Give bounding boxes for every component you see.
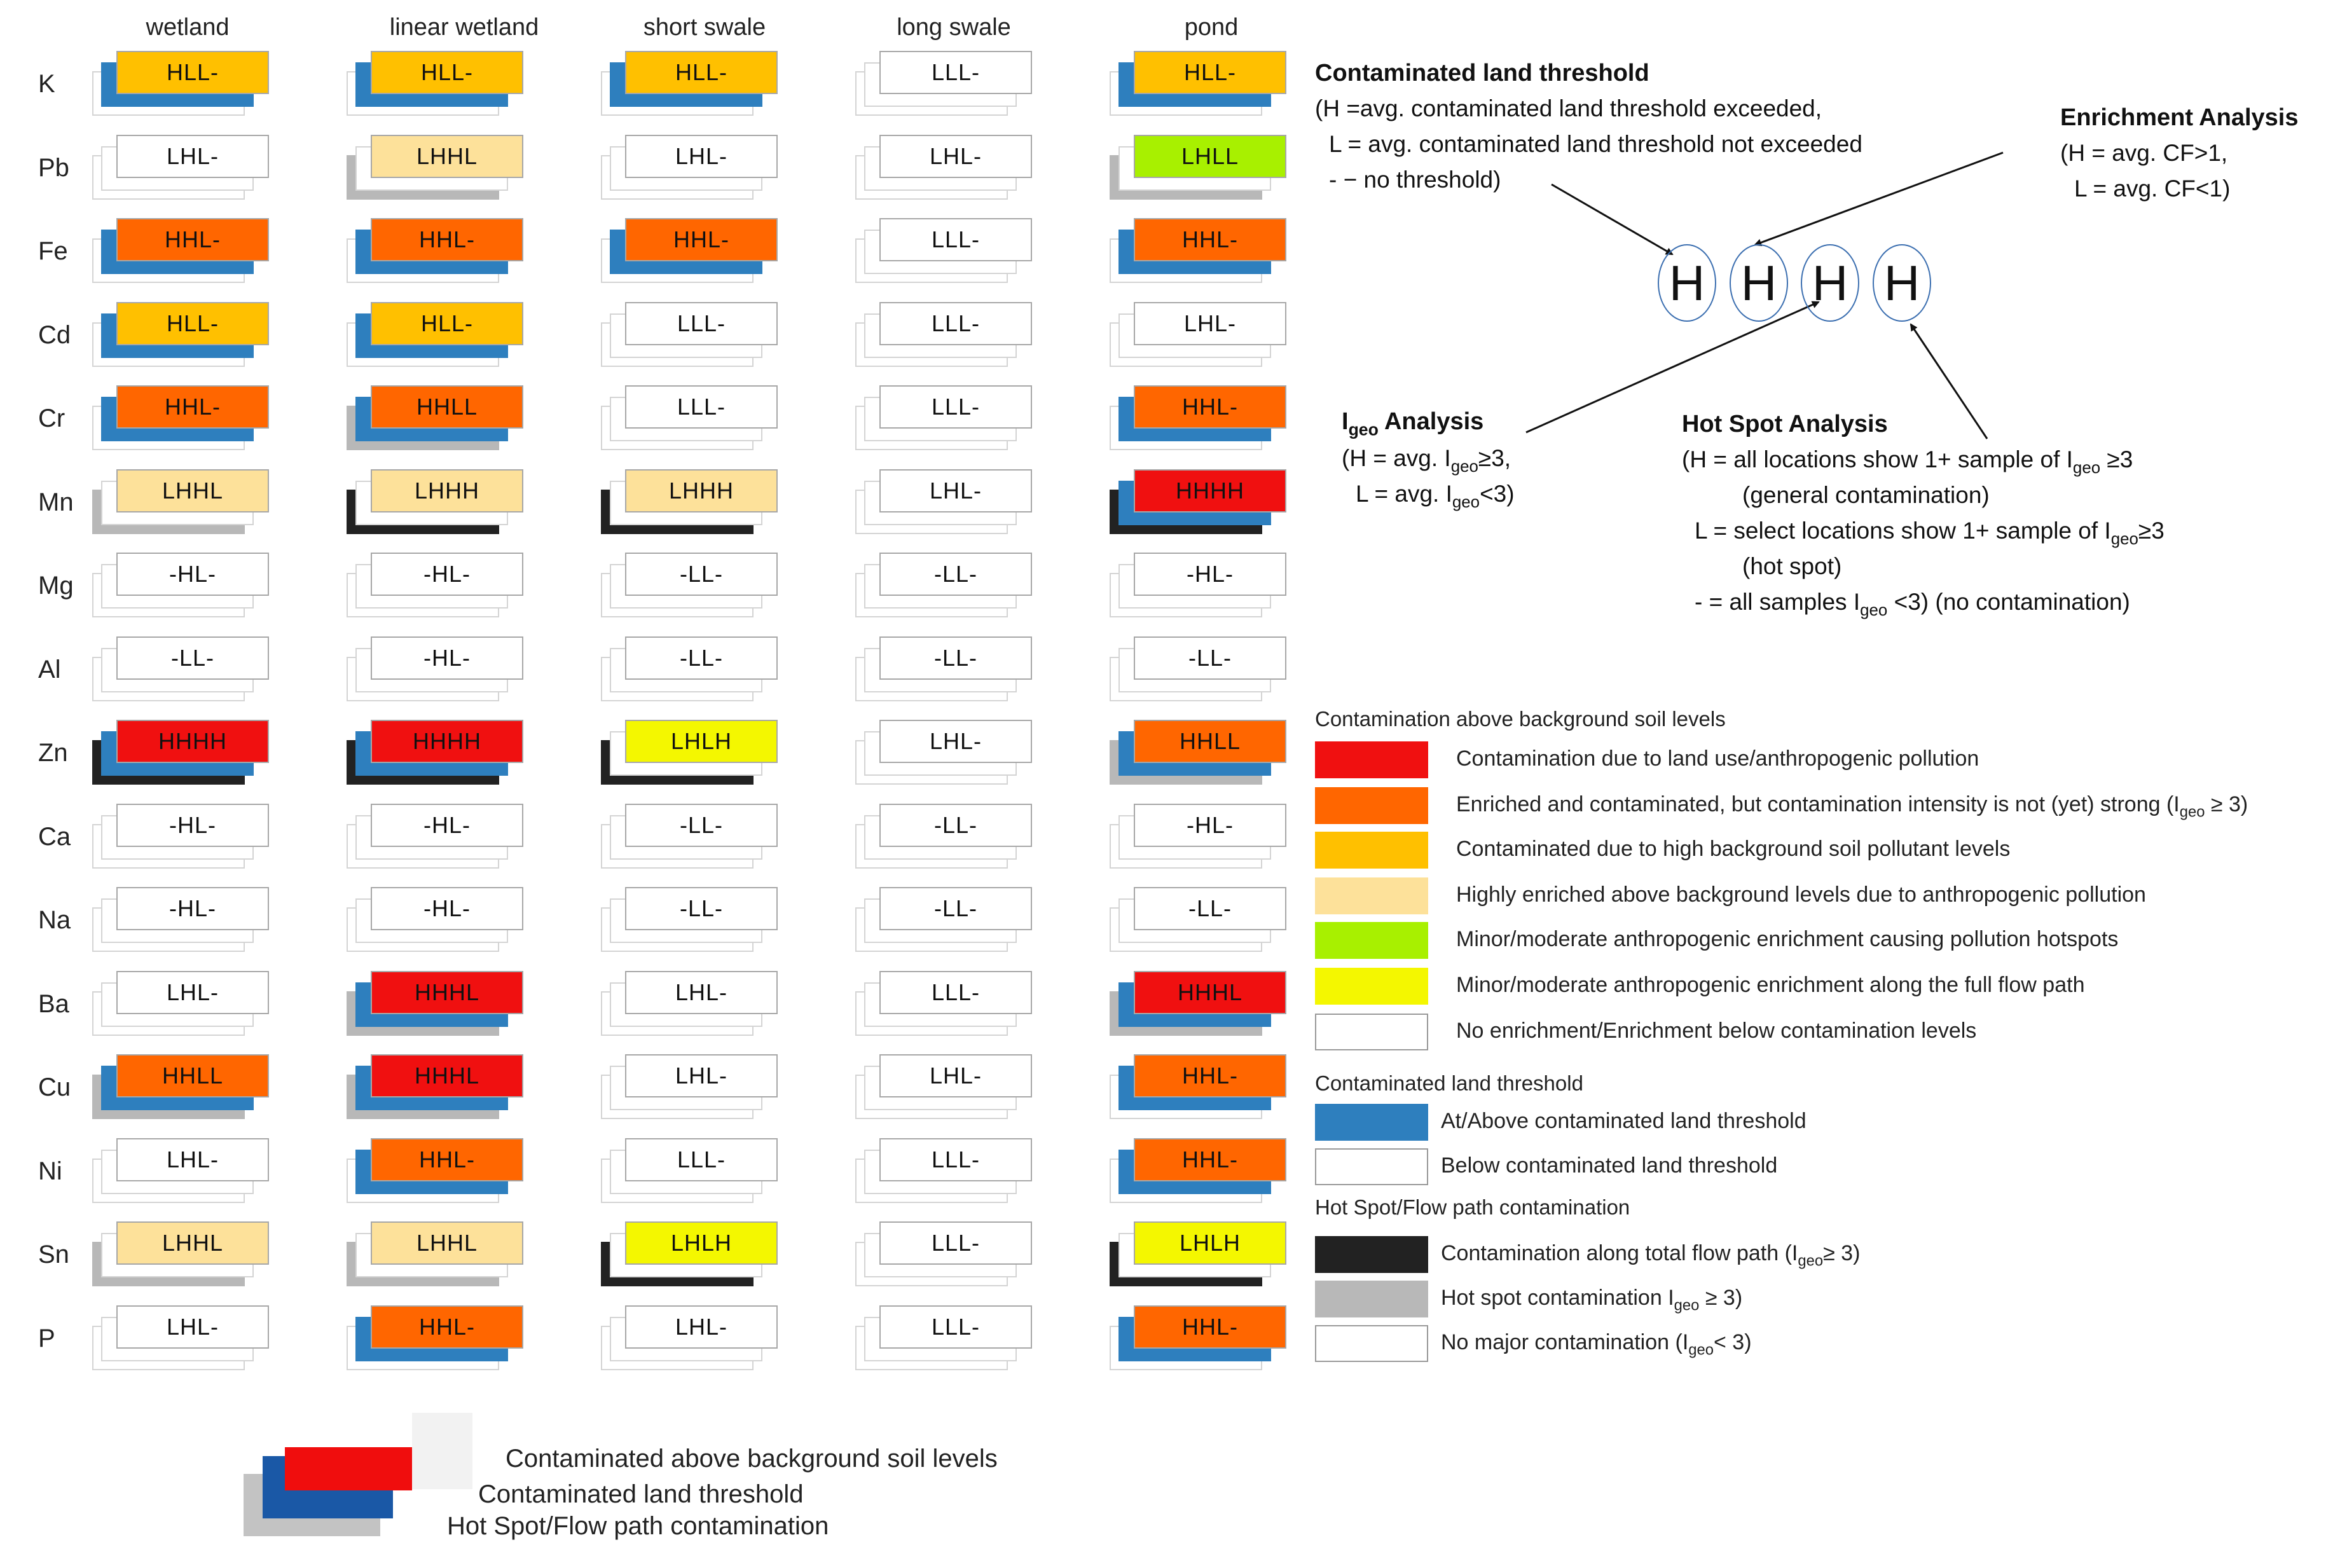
cell-code: HHHH [1134, 469, 1286, 512]
cell-code: HHHL [371, 1054, 523, 1097]
legend-heading: Hot Spot/Flow path contamination [1315, 1195, 1630, 1219]
cell-code: LHLH [1134, 1221, 1286, 1265]
cell-code: LHHL [116, 1221, 269, 1265]
cell-code: HHL- [1134, 385, 1286, 429]
cell-code: -LL- [1134, 636, 1286, 680]
igeo-l-text: L = avg. $I_{geo}<3$) [1356, 481, 1515, 512]
arrow-clt [1552, 184, 1672, 254]
row-label: K [38, 70, 55, 98]
cell-code: -HL- [1134, 804, 1286, 847]
legend-label: Below contaminated land threshold [1441, 1153, 1778, 1178]
row-label: Cu [38, 1073, 71, 1101]
cell-code: LLL- [879, 1305, 1032, 1349]
cell-code: HHL- [371, 1305, 523, 1349]
key-label-hotspot: Hot Spot/Flow path contamination [447, 1512, 829, 1540]
key-shadow [412, 1413, 472, 1489]
cell-code: -LL- [879, 553, 1032, 596]
cell-code: LLL- [879, 218, 1032, 261]
legend-swatch [1315, 787, 1428, 824]
cell-code: LHHL [116, 469, 269, 512]
clt-title: Contaminated land threshold [1315, 60, 1649, 86]
cell-code: HLL- [625, 51, 778, 94]
cell-code: LHL- [116, 135, 269, 178]
cell-code: HHL- [371, 218, 523, 261]
row-label: Ba [38, 989, 69, 1018]
cell-code: HHL- [116, 385, 269, 429]
cell-code: -LL- [625, 553, 778, 596]
bubble-igeo: H [1801, 244, 1859, 322]
row-label: Ca [38, 822, 71, 851]
cell-code: -HL- [1134, 553, 1286, 596]
legend-label: Hot spot contamination $I_{geo} \ge 3$) [1441, 1286, 1743, 1314]
cell-code: HHL- [1134, 218, 1286, 261]
cell-code: HHL- [1134, 1305, 1286, 1349]
legend-swatch [1315, 1148, 1428, 1185]
cell-code: -HL- [371, 553, 523, 596]
row-label: Cr [38, 404, 65, 432]
cell-code: HHHL [371, 971, 523, 1014]
row-label: Mn [38, 488, 74, 516]
column-header-wetland: wetland [146, 14, 230, 41]
hotspot-h-text: (H = all locations show 1+ sample of $I_{geo} \ge 3$ [1682, 446, 2133, 478]
clt-l-text: L = avg. contaminated land threshold not exceeded [1329, 131, 1862, 157]
cell-code: HHL- [371, 1138, 523, 1181]
cell-code: HLL- [371, 302, 523, 345]
row-label: Pb [38, 153, 69, 182]
cell-code: HHHH [371, 720, 523, 763]
row-label: Mg [38, 572, 74, 600]
arrow-enrichment [1755, 153, 2003, 245]
cell-code: HLL- [1134, 51, 1286, 94]
cell-code: LHL- [625, 1054, 778, 1097]
cell-code: HLL- [116, 302, 269, 345]
cell-code: LHL- [116, 1138, 269, 1181]
legend-swatch [1315, 877, 1428, 914]
legend-label: Contaminated due to high background soil pollutant levels [1456, 837, 2011, 861]
legend-heading: Contamination above background soil levels [1315, 707, 1726, 731]
bubble-hotspot: H [1873, 244, 1931, 322]
cell-code: -LL- [879, 636, 1032, 680]
cell-code: LHHH [371, 469, 523, 512]
cell-code: LHL- [625, 135, 778, 178]
column-header-pond: pond [1184, 14, 1239, 41]
enrichment-l-text: L = avg. CF<1) [2074, 175, 2231, 202]
legend-label: At/Above contaminated land threshold [1441, 1109, 1807, 1133]
row-label: Sn [38, 1241, 69, 1269]
cell-code: LLL- [879, 1221, 1032, 1265]
cell-code: LHHH [625, 469, 778, 512]
cell-code: -HL- [116, 887, 269, 930]
bubble-enrichment: H [1730, 244, 1788, 322]
row-label: Cd [38, 320, 71, 349]
cell-code: LHHL [371, 135, 523, 178]
hotspot-general-text: (general contamination) [1742, 482, 1990, 508]
cell-code: LHL- [116, 1305, 269, 1349]
legend-label: Enriched and contaminated, but contamination intensity is not (yet) strong $(I_{geo} \ge 3)$ [1456, 792, 2248, 821]
cell-code: -HL- [371, 887, 523, 930]
cell-code: LLL- [625, 1138, 778, 1181]
cell-code: HHL- [1134, 1138, 1286, 1181]
cell-code: -LL- [625, 887, 778, 930]
hotspot-none-text: - = all samples $I_{geo} <3$) (no contamination) [1695, 589, 2130, 620]
cell-code: -LL- [879, 804, 1032, 847]
legend-label: Minor/moderate anthropogenic enrichment along the full flow path [1456, 973, 2085, 997]
cell-code: HLL- [371, 51, 523, 94]
cell-code: LLL- [879, 302, 1032, 345]
cell-code: -LL- [625, 636, 778, 680]
cell-code: -LL- [625, 804, 778, 847]
cell-code: LHHL [371, 1221, 523, 1265]
arrow-hotspot [1911, 324, 1987, 439]
cell-code: LLL- [625, 302, 778, 345]
row-label: Al [38, 655, 61, 684]
row-label: Ni [38, 1157, 62, 1185]
row-label: Na [38, 906, 71, 934]
legend-label: Minor/moderate anthropogenic enrichment causing pollution hotspots [1456, 927, 2119, 951]
legend-label: Contamination due to land use/anthropogenic pollution [1456, 746, 1979, 771]
row-label: Fe [38, 237, 68, 265]
legend-swatch [1315, 1281, 1428, 1317]
legend-swatch [1315, 1104, 1428, 1141]
legend-label: Contamination along total flow path $(I_{geo}\ge 3)$ [1441, 1241, 1861, 1270]
cell-code: HHL- [116, 218, 269, 261]
cell-code: LLL- [879, 385, 1032, 429]
cell-code: LHL- [625, 1305, 778, 1349]
cell-code: -HL- [116, 804, 269, 847]
cell-code: LLL- [879, 971, 1032, 1014]
bubble-clt: H [1658, 244, 1716, 322]
cell-code: LHL- [879, 1054, 1032, 1097]
cell-code: HHLL [371, 385, 523, 429]
igeo-title: $I_{geo}$ Analysis [1342, 408, 1484, 439]
hotspot-spot-text: (hot spot) [1742, 553, 1842, 579]
cell-code: LHL- [879, 720, 1032, 763]
enrichment-title: Enrichment Analysis [2060, 104, 2299, 131]
cell-code: LHLH [625, 720, 778, 763]
legend-swatch [1315, 1325, 1428, 1362]
cell-code: -HL- [371, 636, 523, 680]
cell-code: -LL- [879, 887, 1032, 930]
legend-swatch [1315, 741, 1428, 778]
key-label-contamination: Contaminated above background soil levels [506, 1445, 998, 1473]
legend-swatch [1315, 1236, 1428, 1273]
legend-swatch [1315, 922, 1428, 959]
cell-code: LHL- [625, 971, 778, 1014]
cell-code: LHL- [1134, 302, 1286, 345]
clt-dash-text: - − no threshold) [1329, 167, 1501, 193]
hotspot-l-text: L = select locations show 1+ sample of $I_{geo}\ge 3$ [1695, 518, 2164, 549]
cell-code: HHLL [116, 1054, 269, 1097]
cell-code: LLL- [625, 385, 778, 429]
row-label: Zn [38, 739, 68, 767]
legend-label: No major contamination $(I_{geo}< 3)$ [1441, 1330, 1752, 1359]
cell-code: LHL- [116, 971, 269, 1014]
legend-swatch [1315, 968, 1428, 1005]
cell-code: HHLL [1134, 720, 1286, 763]
legend-swatch [1315, 832, 1428, 869]
cell-code: LLL- [879, 51, 1032, 94]
legend-label: No enrichment/Enrichment below contamination levels [1456, 1019, 1977, 1043]
cell-code: -LL- [116, 636, 269, 680]
row-label: P [38, 1324, 55, 1352]
column-header-linear-wetland: linear wetland [389, 14, 539, 41]
cell-code: HHHH [116, 720, 269, 763]
clt-h-text: (H =avg. contaminated land threshold exceeded, [1315, 95, 1822, 121]
cell-code: LHL- [879, 135, 1032, 178]
hotspot-title: Hot Spot Analysis [1682, 411, 1888, 437]
cell-code: HHL- [625, 218, 778, 261]
key-layer-contamination [285, 1447, 412, 1490]
cell-code: -HL- [116, 553, 269, 596]
column-header-long-swale: long swale [897, 14, 1011, 41]
cell-code: HHL- [1134, 1054, 1286, 1097]
cell-code: -HL- [371, 804, 523, 847]
cell-code: HHHL [1134, 971, 1286, 1014]
cell-code: LHLH [625, 1221, 778, 1265]
legend-label: Highly enriched above background levels due to anthropogenic pollution [1456, 883, 2146, 907]
key-label-threshold: Contaminated land threshold [478, 1480, 804, 1508]
legend-heading: Contaminated land threshold [1315, 1071, 1583, 1095]
cell-code: -LL- [1134, 887, 1286, 930]
cell-code: LLL- [879, 1138, 1032, 1181]
cell-code: LHL- [879, 469, 1032, 512]
legend-swatch [1315, 1014, 1428, 1050]
enrichment-h-text: (H = avg. CF>1, [2060, 140, 2228, 166]
column-header-short-swale: short swale [643, 14, 766, 41]
cell-code: LHLL [1134, 135, 1286, 178]
cell-code: HLL- [116, 51, 269, 94]
igeo-h-text: (H = avg. $I_{geo}\ge 3$, [1342, 445, 1511, 476]
